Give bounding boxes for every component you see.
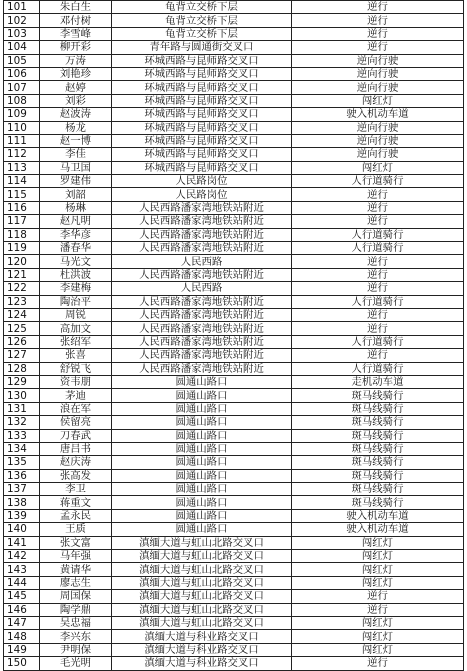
violation-cell: 逆向行驶 — [292, 67, 464, 80]
name-cell: 李兴东 — [40, 630, 112, 643]
name-cell: 邓付树 — [40, 14, 112, 27]
location-cell: 滇缅大道与科业路交叉口 — [112, 630, 292, 643]
row-number-cell: 149 — [4, 643, 40, 656]
table-row — [4, 108, 464, 121]
name-cell: 吴忠福 — [40, 616, 112, 629]
location-cell: 人民西路潘家湾地铁站附近 — [112, 228, 292, 241]
table-row — [4, 509, 464, 522]
name-cell: 张喜 — [40, 349, 112, 362]
table-row — [4, 550, 464, 563]
row-number-cell: 104 — [4, 41, 40, 54]
location-cell: 环城西路与昆师路交叉口 — [112, 54, 292, 67]
location-cell: 滇缅大道与虹山北路交叉口 — [112, 563, 292, 576]
row-number-cell: 126 — [4, 335, 40, 348]
violation-cell: 人行道骑行 — [292, 295, 464, 308]
location-cell: 人民西路 — [112, 282, 292, 295]
violation-cell: 逆向行驶 — [292, 54, 464, 67]
name-cell: 周锐 — [40, 308, 112, 321]
violation-cell: 逆向行驶 — [292, 134, 464, 147]
table-row — [4, 188, 464, 201]
violation-cell: 闯红灯 — [292, 94, 464, 107]
table-row — [4, 201, 464, 214]
location-cell: 滇缅大道与虹山北路交叉口 — [112, 603, 292, 616]
table-row — [4, 27, 464, 40]
name-cell: 刘艳珍 — [40, 67, 112, 80]
name-cell: 张绍军 — [40, 335, 112, 348]
table-row — [4, 161, 464, 174]
row-number-cell: 141 — [4, 536, 40, 549]
violation-cell: 闯红灯 — [292, 536, 464, 549]
table-row — [4, 94, 464, 107]
location-cell: 环城西路与昆师路交叉口 — [112, 81, 292, 94]
row-number-cell: 103 — [4, 27, 40, 40]
violation-table — [3, 0, 464, 671]
location-cell: 环城西路与昆师路交叉口 — [112, 108, 292, 121]
table-row — [4, 215, 464, 228]
violation-cell: 逆行 — [292, 215, 464, 228]
row-number-cell: 139 — [4, 509, 40, 522]
violation-cell: 斑马线骑行 — [292, 442, 464, 455]
table-row — [4, 496, 464, 509]
violation-cell: 逆行 — [292, 27, 464, 40]
location-cell: 青年路与圆通街交叉口 — [112, 41, 292, 54]
table-row — [4, 295, 464, 308]
row-number-cell: 101 — [4, 1, 40, 14]
row-number-cell: 122 — [4, 282, 40, 295]
name-cell: 陶治平 — [40, 295, 112, 308]
row-number-cell: 121 — [4, 268, 40, 281]
row-number-cell: 128 — [4, 362, 40, 375]
location-cell: 环城西路与昆师路交叉口 — [112, 134, 292, 147]
violation-cell: 斑马线骑行 — [292, 496, 464, 509]
violation-cell: 斑马线骑行 — [292, 402, 464, 415]
location-cell: 圆通山路口 — [112, 456, 292, 469]
row-number-cell: 150 — [4, 657, 40, 670]
table-row — [4, 308, 464, 321]
row-number-cell: 135 — [4, 456, 40, 469]
location-cell: 龟背立交桥下层 — [112, 1, 292, 14]
row-number-cell: 123 — [4, 295, 40, 308]
location-cell: 人民西路潘家湾地铁站附近 — [112, 268, 292, 281]
row-number-cell: 132 — [4, 416, 40, 429]
location-cell: 圆通山路口 — [112, 523, 292, 536]
table-row — [4, 175, 464, 188]
name-cell: 毛光明 — [40, 657, 112, 670]
name-cell: 黄请华 — [40, 563, 112, 576]
table-row — [4, 429, 464, 442]
table-row — [4, 121, 464, 134]
table-row — [4, 282, 464, 295]
violation-cell: 闯红灯 — [292, 643, 464, 656]
location-cell: 滇缅大道与科业路交叉口 — [112, 657, 292, 670]
violation-cell: 驶入机动车道 — [292, 509, 464, 522]
name-cell: 李华彦 — [40, 228, 112, 241]
violation-cell: 逆行 — [292, 41, 464, 54]
table-row — [4, 616, 464, 629]
violation-cell: 斑马线骑行 — [292, 469, 464, 482]
location-cell: 圆通山路口 — [112, 483, 292, 496]
table-row — [4, 536, 464, 549]
name-cell: 马卫国 — [40, 161, 112, 174]
location-cell: 圆通山路口 — [112, 389, 292, 402]
location-cell: 人民西路潘家湾地铁站附近 — [112, 242, 292, 255]
table-row — [4, 643, 464, 656]
violation-cell: 闯红灯 — [292, 630, 464, 643]
violation-cell: 逆向行驶 — [292, 148, 464, 161]
table-row — [4, 375, 464, 388]
table-row — [4, 469, 464, 482]
name-cell: 杨琳 — [40, 201, 112, 214]
row-number-cell: 127 — [4, 349, 40, 362]
location-cell: 滇缅大道与虹山北路交叉口 — [112, 616, 292, 629]
violation-cell: 闯红灯 — [292, 550, 464, 563]
violation-cell: 逆行 — [292, 282, 464, 295]
row-number-cell: 142 — [4, 550, 40, 563]
table-row — [4, 67, 464, 80]
name-cell: 唐吕书 — [40, 442, 112, 455]
name-cell: 侯留亮 — [40, 416, 112, 429]
row-number-cell: 105 — [4, 54, 40, 67]
location-cell: 人民路岗位 — [112, 188, 292, 201]
row-number-cell: 133 — [4, 429, 40, 442]
row-number-cell: 140 — [4, 523, 40, 536]
table-row — [4, 148, 464, 161]
table-row — [4, 335, 464, 348]
row-number-cell: 110 — [4, 121, 40, 134]
name-cell: 罗建伟 — [40, 175, 112, 188]
table-body — [4, 1, 464, 671]
name-cell: 资韦朋 — [40, 375, 112, 388]
violation-cell: 斑马线骑行 — [292, 429, 464, 442]
row-number-cell: 115 — [4, 188, 40, 201]
row-number-cell: 107 — [4, 81, 40, 94]
row-number-cell: 118 — [4, 228, 40, 241]
name-cell: 马光文 — [40, 255, 112, 268]
table-row — [4, 630, 464, 643]
row-number-cell: 117 — [4, 215, 40, 228]
violation-cell: 逆行 — [292, 1, 464, 14]
table-row — [4, 14, 464, 27]
violation-cell: 驶入机动车道 — [292, 108, 464, 121]
row-number-cell: 106 — [4, 67, 40, 80]
name-cell: 赵庆涛 — [40, 456, 112, 469]
violation-cell: 逆行 — [292, 201, 464, 214]
name-cell: 潘春华 — [40, 242, 112, 255]
violation-cell: 逆向行驶 — [292, 81, 464, 94]
name-cell: 张高发 — [40, 469, 112, 482]
row-number-cell: 102 — [4, 14, 40, 27]
name-cell: 朱白生 — [40, 1, 112, 14]
table-row — [4, 389, 464, 402]
violation-cell: 斑马线骑行 — [292, 456, 464, 469]
row-number-cell: 116 — [4, 201, 40, 214]
violation-cell: 斑马线骑行 — [292, 389, 464, 402]
name-cell: 高加文 — [40, 322, 112, 335]
name-cell: 孟永民 — [40, 509, 112, 522]
name-cell: 周国保 — [40, 590, 112, 603]
violation-cell: 逆行 — [292, 308, 464, 321]
table-row — [4, 523, 464, 536]
name-cell: 廖志生 — [40, 576, 112, 589]
row-number-cell: 147 — [4, 616, 40, 629]
violation-cell: 逆行 — [292, 603, 464, 616]
violation-cell: 闯红灯 — [292, 563, 464, 576]
location-cell: 圆通山路口 — [112, 469, 292, 482]
table-row — [4, 54, 464, 67]
violation-cell: 驶入机动车道 — [292, 523, 464, 536]
location-cell: 环城西路与昆师路交叉口 — [112, 161, 292, 174]
row-number-cell: 108 — [4, 94, 40, 107]
name-cell: 马年强 — [40, 550, 112, 563]
row-number-cell: 138 — [4, 496, 40, 509]
location-cell: 滇缅大道与虹山北路交叉口 — [112, 590, 292, 603]
location-cell: 人民西路潘家湾地铁站附近 — [112, 215, 292, 228]
name-cell: 杨龙 — [40, 121, 112, 134]
name-cell: 李佳 — [40, 148, 112, 161]
location-cell: 人民西路潘家湾地铁站附近 — [112, 201, 292, 214]
location-cell: 滇缅大道与科业路交叉口 — [112, 643, 292, 656]
name-cell: 舒锐飞 — [40, 362, 112, 375]
table-row — [4, 416, 464, 429]
location-cell: 圆通山路口 — [112, 375, 292, 388]
violation-cell: 逆行 — [292, 349, 464, 362]
row-number-cell: 112 — [4, 148, 40, 161]
table-row — [4, 402, 464, 415]
row-number-cell: 143 — [4, 563, 40, 576]
violation-cell: 人行道骑行 — [292, 228, 464, 241]
table-row — [4, 657, 464, 670]
row-number-cell: 136 — [4, 469, 40, 482]
name-cell: 柳开彩 — [40, 41, 112, 54]
location-cell: 龟背立交桥下层 — [112, 27, 292, 40]
violation-cell: 逆行 — [292, 322, 464, 335]
name-cell: 赵婷 — [40, 81, 112, 94]
row-number-cell: 109 — [4, 108, 40, 121]
table-row — [4, 442, 464, 455]
table-row — [4, 456, 464, 469]
table-row — [4, 255, 464, 268]
location-cell: 滇缅大道与虹山北路交叉口 — [112, 536, 292, 549]
table-row — [4, 1, 464, 14]
name-cell: 赵一博 — [40, 134, 112, 147]
location-cell: 人民西路 — [112, 255, 292, 268]
name-cell: 赵波涛 — [40, 108, 112, 121]
name-cell: 张文富 — [40, 536, 112, 549]
row-number-cell: 125 — [4, 322, 40, 335]
name-cell: 王质 — [40, 523, 112, 536]
location-cell: 人民西路潘家湾地铁站附近 — [112, 308, 292, 321]
location-cell: 圆通山路口 — [112, 509, 292, 522]
location-cell: 环城西路与昆师路交叉口 — [112, 121, 292, 134]
violation-cell: 逆行 — [292, 657, 464, 670]
row-number-cell: 130 — [4, 389, 40, 402]
name-cell: 刀春武 — [40, 429, 112, 442]
table-row — [4, 603, 464, 616]
violation-cell: 斑马线骑行 — [292, 416, 464, 429]
row-number-cell: 137 — [4, 483, 40, 496]
table-row — [4, 483, 464, 496]
table-row — [4, 322, 464, 335]
violation-cell: 人行道骑行 — [292, 242, 464, 255]
name-cell: 尹明保 — [40, 643, 112, 656]
violation-cell: 闯红灯 — [292, 576, 464, 589]
table-row — [4, 362, 464, 375]
location-cell: 人民西路潘家湾地铁站附近 — [112, 349, 292, 362]
violation-cell: 人行道骑行 — [292, 362, 464, 375]
violation-cell: 逆向行驶 — [292, 121, 464, 134]
row-number-cell: 111 — [4, 134, 40, 147]
location-cell: 人民路岗位 — [112, 175, 292, 188]
row-number-cell: 119 — [4, 242, 40, 255]
location-cell: 圆通山路口 — [112, 402, 292, 415]
row-number-cell: 131 — [4, 402, 40, 415]
location-cell: 人民西路潘家湾地铁站附近 — [112, 335, 292, 348]
location-cell: 圆通山路口 — [112, 416, 292, 429]
violation-cell: 人行道骑行 — [292, 175, 464, 188]
location-cell: 人民西路潘家湾地铁站附近 — [112, 295, 292, 308]
location-cell: 圆通山路口 — [112, 496, 292, 509]
violation-cell: 人行道骑行 — [292, 335, 464, 348]
name-cell: 浪在军 — [40, 402, 112, 415]
row-number-cell: 120 — [4, 255, 40, 268]
table-row — [4, 41, 464, 54]
table-row — [4, 242, 464, 255]
location-cell: 环城西路与昆师路交叉口 — [112, 148, 292, 161]
violation-cell: 逆行 — [292, 590, 464, 603]
location-cell: 环城西路与昆师路交叉口 — [112, 94, 292, 107]
name-cell: 茅迪 — [40, 389, 112, 402]
row-number-cell: 148 — [4, 630, 40, 643]
table-row — [4, 228, 464, 241]
table-row — [4, 134, 464, 147]
name-cell: 万涛 — [40, 54, 112, 67]
location-cell: 人民西路潘家湾地铁站附近 — [112, 362, 292, 375]
violation-cell: 走机动车道 — [292, 375, 464, 388]
row-number-cell: 134 — [4, 442, 40, 455]
row-number-cell: 144 — [4, 576, 40, 589]
location-cell: 人民西路潘家湾地铁站附近 — [112, 322, 292, 335]
location-cell: 圆通山路口 — [112, 429, 292, 442]
violation-cell: 逆行 — [292, 188, 464, 201]
row-number-cell: 129 — [4, 375, 40, 388]
name-cell: 李建梅 — [40, 282, 112, 295]
name-cell: 陶学鼎 — [40, 603, 112, 616]
name-cell: 刘彩 — [40, 94, 112, 107]
table-row — [4, 576, 464, 589]
table-row — [4, 590, 464, 603]
name-cell: 李雪峰 — [40, 27, 112, 40]
location-cell: 圆通山路口 — [112, 442, 292, 455]
name-cell: 杜洪波 — [40, 268, 112, 281]
location-cell: 滇缅大道与虹山北路交叉口 — [112, 576, 292, 589]
location-cell: 环城西路与昆师路交叉口 — [112, 67, 292, 80]
row-number-cell: 114 — [4, 175, 40, 188]
row-number-cell: 146 — [4, 603, 40, 616]
table-row — [4, 268, 464, 281]
location-cell: 龟背立交桥下层 — [112, 14, 292, 27]
name-cell: 赵凡明 — [40, 215, 112, 228]
violation-cell: 逆行 — [292, 14, 464, 27]
row-number-cell: 145 — [4, 590, 40, 603]
name-cell: 李卫 — [40, 483, 112, 496]
violation-cell: 逆行 — [292, 268, 464, 281]
table-row — [4, 349, 464, 362]
name-cell: 刘韶 — [40, 188, 112, 201]
table-row — [4, 563, 464, 576]
row-number-cell: 124 — [4, 308, 40, 321]
row-number-cell: 113 — [4, 161, 40, 174]
violation-cell: 闯红灯 — [292, 161, 464, 174]
violation-cell: 闯红灯 — [292, 616, 464, 629]
table-row — [4, 81, 464, 94]
name-cell: 蒋重文 — [40, 496, 112, 509]
violation-cell: 逆行 — [292, 255, 464, 268]
location-cell: 滇缅大道与虹山北路交叉口 — [112, 550, 292, 563]
violation-cell: 斑马线骑行 — [292, 483, 464, 496]
